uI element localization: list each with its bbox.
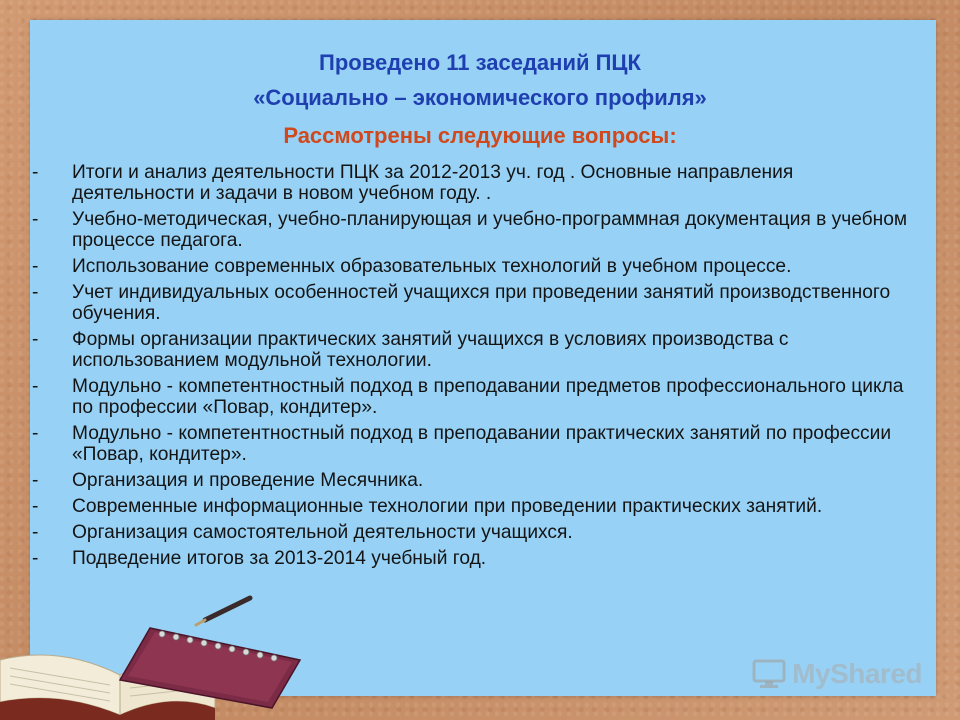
bullet-dash: - [32,470,39,491]
list-item-text: Модульно - компетентностный подход в преподавании предметов профессионального цикла по профессии «Повар, кондитер». [72,376,904,418]
bullet-dash: - [32,162,39,183]
list-item [32,548,912,569]
list-item-text: Итоги и анализ деятельности ПЦК за 2012-2013 уч. год . Основные направления деятельности и задачи в новом учебном году. . [72,162,794,204]
list-item [32,162,912,204]
bullet-dash: - [32,423,39,444]
bullet-dash: - [32,548,39,569]
list-item [32,423,912,465]
list-item-text: Подведение итогов за 2013-2014 учебный год. [72,548,487,569]
bullet-dash: - [32,329,39,350]
slide-title-line-1: Проведено 11 заседаний ПЦК [319,50,641,75]
topics-list [32,162,912,574]
bullet-dash: - [32,376,39,397]
list-item-text: Организация и проведение Месячника. [72,470,424,491]
list-item-text: Модульно - компетентностный подход в преподавании практических занятий по профессии «Повар, кондитер». [72,423,892,465]
bullet-dash: - [32,256,39,277]
books-and-notebook-icon [0,590,320,720]
list-item-text: Формы организации практических занятий учащихся в условиях производства с использованием модульной технологии. [72,329,789,371]
list-item [32,209,912,251]
watermark-text: MyShared [792,658,922,689]
slide-subtitle: Рассмотрены следующие вопросы: [283,123,677,148]
slide-title-line-2: «Социально – экономического профиля» [253,85,707,110]
bullet-dash: - [32,522,39,543]
bullet-dash: - [32,496,39,517]
list-item-text: Учебно-методическая, учебно-планирующая и учебно-программная документация в учебном процессе педагога. [72,209,908,251]
monitor-icon [752,658,786,690]
list-item [32,329,912,371]
watermark-logo [752,656,922,692]
list-item-text: Учет индивидуальных особенностей учащихся при проведении занятий производственного обучения. [72,282,891,324]
list-item-text: Использование современных образовательных технологий в учебном процессе. [72,256,792,277]
list-item [32,256,912,277]
list-item [32,282,912,324]
list-item [32,470,912,491]
list-item-text: Организация самостоятельной деятельности учащихся. [72,522,573,543]
bullet-dash: - [32,282,39,303]
list-item-text: Современные информационные технологии при проведении практических занятий. [72,496,823,517]
bullet-dash: - [32,209,39,230]
list-item [32,496,912,517]
list-item [32,522,912,543]
list-item [32,376,912,418]
